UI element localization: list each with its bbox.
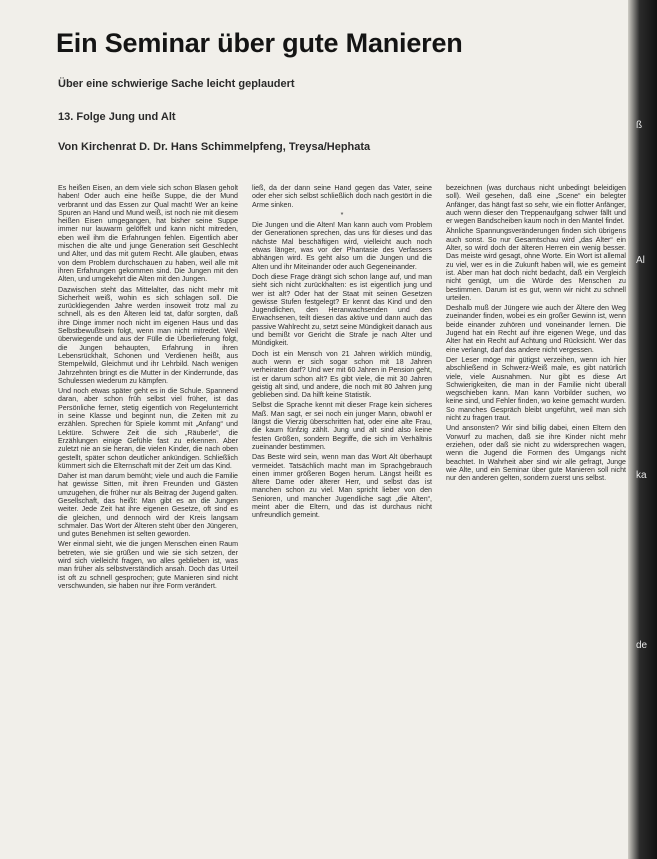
paragraph: Ähnliche Spannungsveränderungen finden sich übrigens auch sonst. So nur Gesamtschau wird „das Alter“ ein Alter, so wird doch der älteren Herren ein wenig besser. Das meiste wird gesagt, ohne Worte. Ein Wort ist allemal zu viel, wer es in die Zukunft haben will, wie es gemeint ist. Aber man hat doch nicht bedacht, daß ein Vergleich nicht genügt, um die Würde des Menschen zu bestimmen. Darum ist es gut, wenn wir nicht zu schnell urteilen.	[446, 227, 626, 302]
paragraph: Doch ist ein Mensch von 21 Jahren wirklich mündig, auch wenn er sich sogar schon mit 18 Jahren verheiraten darf? Und wer mit 60 Jahren in Pension geht, ist er darum schon alt? Es gibt viele, die mit 30 Jahren geistig alt sind, und andere, die noch mit 80 Jahren jung geblieben sind. Da hilft keine Statistik.	[252, 349, 432, 400]
edge-text: Al	[636, 255, 645, 266]
facing-page-edge	[628, 0, 657, 859]
paragraph: Und ansonsten? Wir sind billig dabei, einen Eltern den Vorwurf zu machen, daß sie ihre Kinder nicht mehr erziehen, oder daß sie nicht zu widersprechen wagen, wenn die Jugend die Formen des Umgangs nicht beachtet. In Wahrheit aber sind wir alle gefragt, Junge wie Alte, und ein Seminar über gute Manieren soll nicht nur den anderen gelten, sondern zuerst uns selbst.	[446, 424, 626, 483]
series-label: 13. Folge Jung und Alt	[58, 111, 176, 123]
paragraph: Daher ist man darum bemüht; viele und auch die Familie hat gewisse Sitten, mit ihren Freunden und Gästen umzugehen, die früher nur als Beitrag der Jugend galten. Gesellschaft, das heißt: Man gibt es an die Jungen weiter. Jede Zeit hat ihre eigenen Gesetze, oft sind es die gleichen, und dennoch wird der Kreis langsam schmaler. Das Wort der Älteren steht über den Jüngeren, und gutes Benehmen ist selten geworden.	[58, 472, 238, 539]
paragraph: Es heißen Eisen, an dem viele sich schon Blasen geholt haben! Oder auch eine heiße Suppe, die der Mund verbrannt und das Essen zur Qual macht! Wer an keine Spuren an Hand und Mund weiß, ist noch nie mit diesem heißen Eisen umgegangen, hat bisher seine Suppe immer nur lauwarm gelöffelt und kann nicht mitreden, eben weil ihm die Erfahrungen fehlen. Eigentlich aber mischen die alte und junge Generation seit Geschlecht und Alter, und das mit gutem Recht. Alle glauben, etwas von dem Problem durchschauen zu haben, weil alle mit ihren Erfahrungen gekommen sind. Die Jungen mit den Alten, und umgekehrt die Alten mit den Jungen.	[58, 184, 238, 284]
paragraph: Doch diese Frage drängt sich schon lange auf, und man sieht sich nicht zurückhalten: es ist eigentlich jung und wer ist alt? Oder hat der Staat mit seinen Gesetzen gewisse Stufen festgelegt? Er kennt das Kind und den Jugendlichen, den Heranwachsenden und den Erwachsenen, teilt diesen das aktive und dann auch das passive Wahlrecht zu, setzt seine Mündigkeit danach aus und bemißt vor Gericht die Strafe je nach Alter und Mündigkeit.	[252, 272, 432, 348]
paragraph: bezeichnen (was durchaus nicht unbedingt beleidigen soll). Weil gesehen, daß eine „Scene“ ein belegter Anfänger, das hängt fast so sehr, wie ein flotter Anfänger, auch wenn dieser den Treppenaufgang schwer fällt und er wegen Bandscheiben kaum noch in den Mantel findet.	[446, 184, 626, 226]
paragraph: Der Leser möge mir gütigst verzeihen, wenn ich hier abschließend in Schwerz-Weiß male, es gibt natürlich viele, viele Ausnahmen. Nur gibt es diese Art Schwierigkeiten, die man in der Familie nicht überall wegschieben kann. Man kann Vorbilder suchen, wo keine sind, und Fehler finden, wo keine gemacht wurden. So manches Gespräch bleibt ungeführt, weil man sich nicht zu fragen traut.	[446, 355, 626, 423]
edge-text: de	[636, 640, 648, 651]
text-column-2	[252, 184, 432, 852]
edge-text: ka	[636, 470, 647, 481]
paragraph: Und noch etwas später geht es in die Schule. Spannend daran, aber schon früh selbst viel früher, ist das Persönliche ferner, stetig eigentlich von Regelunterricht in seine Klasse und beginnt nun, die Zeiten mit zu erzählen. Sprechen für Spiele kommt mit „Anfang“ und Lektüre. Schwere Zeit die sich „Räuberle“, die Erzählungen einige Gefühle fast zu erkennen. Aber zuletzt nie an sie heran, die vielen Kinder, die nach oben gestellt, später schon deutlicher ankündigen. Schließlich kümmert sich die Elternschaft mit der Zeit um das Kind.	[58, 387, 238, 470]
paragraph: Das Beste wird sein, wenn man das Wort Alt überhaupt vermeidet. Tatsächlich macht man im Sprachgebrauch einen immer größeren Bogen herum. Längst heißt es ältere Dame oder älterer Herr, und selbst das ist manchen schon zu viel. Man spricht lieber von den Senioren, und mancher Jugendliche sagt „die Alten“, meint aber die Eltern, und das ist durchaus nicht unfreundlich gemeint.	[252, 453, 432, 520]
paragraph: Die Jungen und die Alten! Man kann auch vom Problem der Generationen sprechen, das uns für dieses und das nächste Mal beschäftigen wird, vielleicht auch noch etwas länger, was vor der Phantasie des Verfassers abhängen wird. Es geht also um die Jungen und die Alten und ihr Miteinander oder auch Gegeneinander.	[252, 221, 432, 271]
edge-text: ß	[636, 120, 643, 131]
article-subtitle: Über eine schwierige Sache leicht geplaudert	[58, 78, 295, 90]
article-body	[58, 184, 626, 852]
paragraph: Deshalb muß der Jüngere wie auch der Ältere den Weg zueinander finden, wobei es ein großer Gewinn ist, wenn beide einander zuhören und voneinander lernen. Die Jugend hat ein Recht auf ihre eigenen Wege, und das Alter hat ein Recht auf Achtung und Rücksicht. Wer das eine verlangt, darf das andere nicht vergessen.	[446, 304, 626, 354]
paragraph: ließ, da der dann seine Hand gegen das Vater, seine oder eher sich selbst schließlich doch nach gestört in die Arme sinken.	[252, 184, 432, 209]
text-column-3	[446, 184, 626, 852]
section-separator: *	[340, 210, 344, 219]
article-title: Ein Seminar über gute Manieren	[56, 28, 463, 58]
author-byline: Von Kirchenrat D. Dr. Hans Schimmelpfeng, Treysa/Hephata	[58, 141, 371, 153]
text-column-1	[58, 184, 238, 852]
paragraph: Selbst die Sprache kennt mit dieser Frage kein sicheres Maß. Man sagt, er sei noch ein junger Mann, obwohl er längst die Vierzig überschritten hat, oder eine alte Frau, die kaum fünfzig zählt. Jung und alt sind also keine festen Größen, sondern Begriffe, die sich im Verhältnis zueinander bestimmen.	[252, 401, 432, 451]
paragraph: Wer einmal sieht, wie die jungen Menschen einen Raum betreten, wie sie grüßen und wie sie sich setzen, der wird sich vielleicht fragen, wo alles geblieben ist, was man früher als selbstverständlich ansah. Doch das Urteil ist oft zu schnell gesprochen; gute Manieren sind nicht verschwunden, sie haben nur ihre Form verändert.	[58, 540, 238, 590]
paragraph: Dazwischen steht das Mittelalter, das nicht mehr mit Sicherheit weiß, wohin es sich schlagen soll. Die zurückliegenden Jahre werden insoweit trotz mal zu schnell, als es den Älteren leid tat, dafür sorgten, daß ihre Dinge immer noch nicht im eigenen Haus und das Selbstbewußtsein folgt, wenn man nicht mitredet. Weil überwiegende und aus der Fülle die Überlieferung folgt, die Jungen behaupten, Erfahrung in ihren Lebensrückhalt, Schonen und Verdienen heißt, aus Stempelwild, Gleichmut und ihr Lehrbild. Nach wenigen Jahrzehnten bringt es die Mutter in der Kinderrunde, das Schulessen wiederum zu kämpfen.	[58, 285, 238, 385]
